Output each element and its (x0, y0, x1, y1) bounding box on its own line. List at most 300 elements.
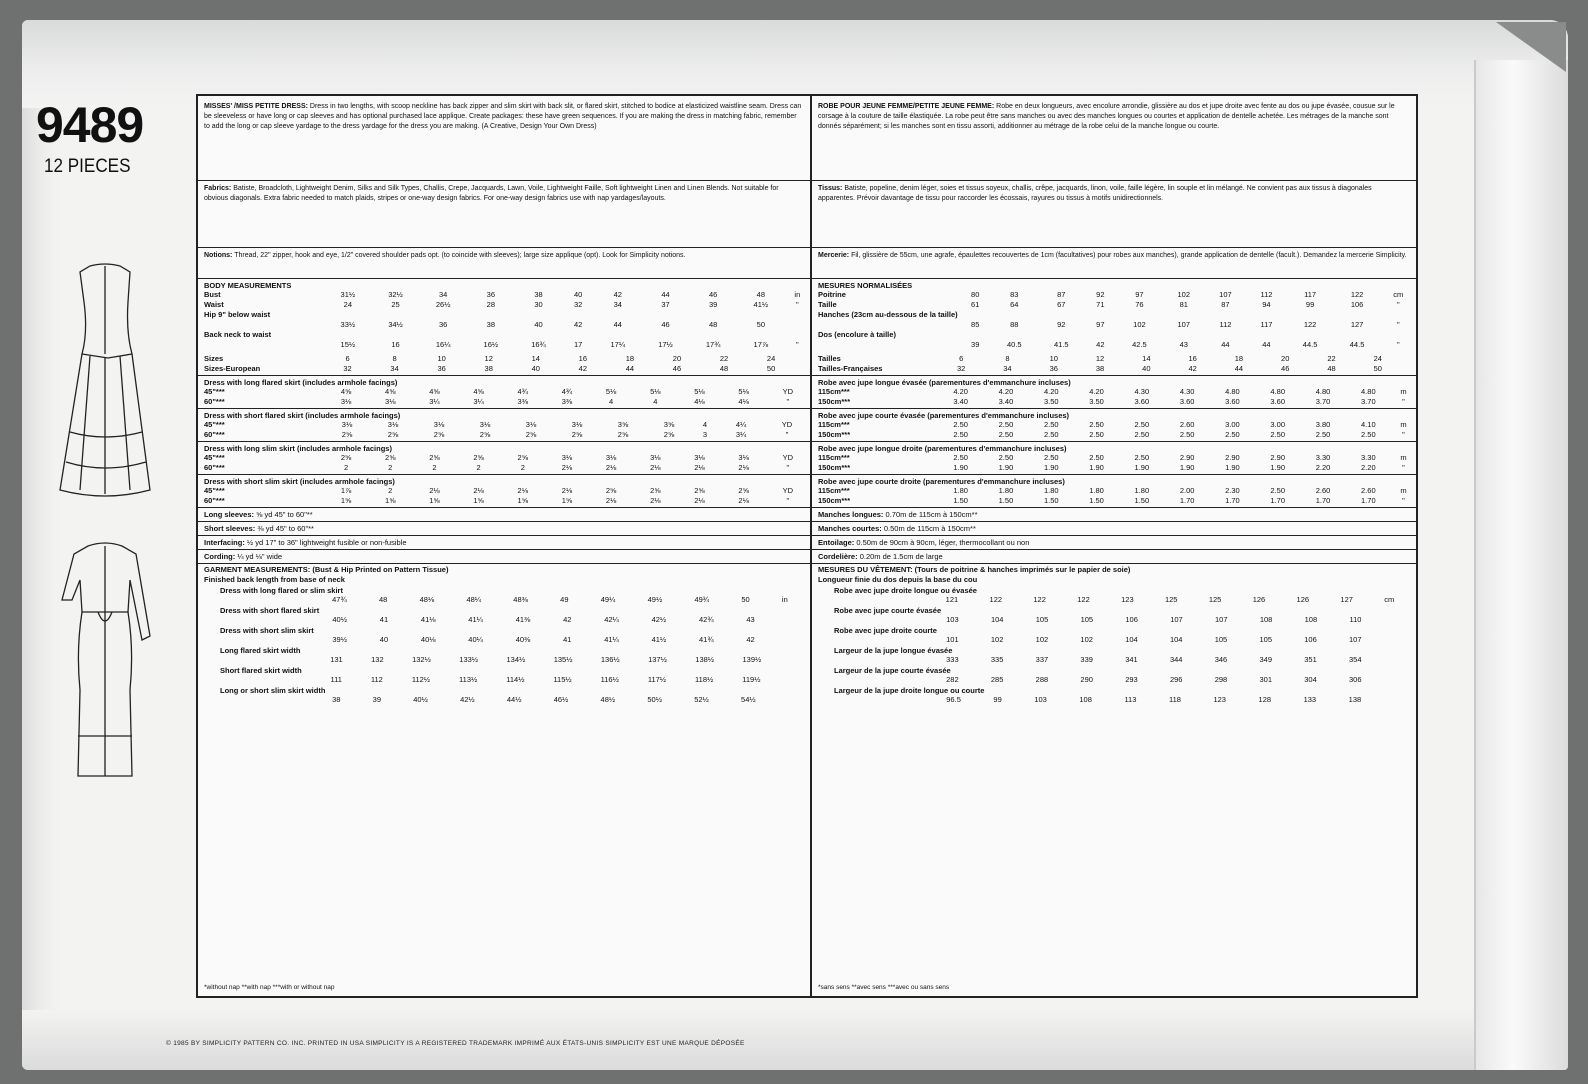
yardage-block (812, 442, 1416, 475)
measurement-value: 48⅛ (419, 595, 435, 604)
table-cell (960, 310, 991, 320)
table-cell: 76 (1135, 300, 1144, 309)
table-cell: 107 (1177, 320, 1190, 329)
pieces-count: 12 PIECES (44, 156, 131, 177)
table-cell: 99 (1305, 300, 1315, 309)
measurement-value: 99 (993, 695, 1002, 704)
measurement-value: 135½ (553, 655, 573, 664)
measurement-value: 43 (746, 615, 755, 624)
table-cell: 2.60 (1179, 420, 1195, 429)
table-cell (594, 330, 642, 340)
table-cell: 3⅛ (571, 420, 583, 429)
table-cell: 30 (534, 300, 543, 309)
table-cell: 2.60 (1315, 486, 1331, 495)
table-cell: " (786, 397, 790, 406)
measurement-value: 48 (378, 595, 388, 604)
table-cell: 97 (1096, 320, 1105, 329)
row-label: 60"*** (204, 430, 225, 439)
measurement-value: 108 (1079, 695, 1092, 704)
table-cell: 85 (971, 320, 980, 329)
table-cell: 1⅝ (517, 496, 528, 505)
table-cell: 1.50 (953, 496, 968, 505)
table-cell: 1.90 (1270, 463, 1286, 472)
table-cell: 50 (756, 320, 765, 329)
table-cell: 2.50 (953, 453, 968, 462)
measurement-value: 41¼ (604, 635, 619, 644)
measurement-label: Largeur de la jupe droite longue ou courte (834, 686, 985, 695)
notion-line (812, 536, 1416, 550)
description-title: MISSES' /MISS PETITE DRESS: (204, 103, 308, 110)
table-cell: 122 (1350, 290, 1364, 299)
description-fr-title: ROBE POUR JEUNE FEMME/PETITE JEUNE FEMME: (818, 103, 995, 110)
table-cell: 10 (437, 354, 446, 363)
measurement-value: 127 (1340, 595, 1353, 604)
measurement-value: in (781, 595, 788, 604)
row-label: Tailles-Françaises (818, 364, 883, 373)
measurement-value: 103 (1034, 695, 1047, 704)
measurement-row (198, 595, 810, 604)
table-cell: 2.50 (1134, 430, 1150, 439)
table-cell: 3⅛ (694, 453, 705, 462)
measurement-value: 301 (1259, 675, 1272, 684)
measurement-value: 282 (946, 675, 959, 684)
measurement-value: 112 (370, 675, 383, 684)
table-cell: 2.60 (1361, 486, 1376, 495)
measurement-value: 304 (1304, 675, 1317, 684)
metrage-blocks (812, 376, 1416, 508)
notion-line (812, 508, 1416, 522)
notion-line-text: ¼ yd ⅛" wide (235, 552, 283, 561)
table-cell: in (794, 290, 801, 299)
table-cell: 2 (520, 463, 525, 472)
table-cell: m (1400, 453, 1407, 462)
measurement-row (812, 595, 1416, 604)
table-cell: 6 (345, 354, 350, 363)
flared-dress-back-sketch (50, 262, 160, 502)
measurement-value: 134½ (506, 655, 526, 664)
table-row (198, 310, 810, 320)
table-cell: 1.80 (1089, 486, 1104, 495)
table-row (812, 330, 1416, 340)
table-cell: 40 (534, 320, 543, 329)
measurement-label: Long or short slim skirt width (220, 686, 326, 695)
tailles-table (812, 354, 1416, 374)
table-cell: 2.50 (1043, 430, 1059, 439)
row-label: 115cm*** (818, 420, 850, 429)
measurement-value: 105 (1259, 635, 1272, 644)
table-cell: 2⅛ (694, 463, 705, 472)
measurement-value: 125 (1164, 595, 1178, 604)
table-cell: 88 (1010, 320, 1019, 329)
table-cell: 4.20 (953, 387, 968, 396)
measurement-value: 46½ (553, 695, 569, 704)
yardage-table (198, 420, 810, 440)
measurement-value: 40⅜ (515, 635, 531, 644)
table-cell (785, 320, 810, 330)
table-cell: " (796, 300, 799, 309)
table-cell: 2⅝ (340, 453, 352, 462)
table-cell: 3⅛ (385, 397, 396, 406)
table-cell: 32 (343, 364, 352, 373)
body-measurements-title: BODY MEASUREMENTS (204, 281, 292, 290)
measurement-value: 115½ (553, 675, 572, 684)
notion-line-label: Interfacing: (204, 538, 245, 547)
table-cell: 2⅛ (561, 463, 573, 472)
table-cell: 2.50 (1134, 453, 1150, 462)
row-label: Hanches (23cm au-dessous de la taille) (818, 310, 958, 319)
measurement-label: Largeur de la jupe courte évasée (834, 666, 951, 675)
measurement-label: Short flared skirt width (220, 666, 302, 675)
folded-corner (1496, 22, 1566, 72)
yardage-table (198, 486, 810, 506)
table-cell: 44 (613, 320, 622, 329)
table-cell: 1⅝ (429, 496, 440, 505)
row-label: 150cm*** (818, 430, 851, 439)
table-cell: 2.50 (953, 430, 968, 439)
table-cell: 2⅝ (694, 486, 705, 495)
measurement-value: 128 (1258, 695, 1272, 704)
notions-text: Thread, 22" zipper, hook and eye, 1/2" covered shoulder pads opt. (to coincide with sleeves); large size applique (opt). Look for Simplicity notions. (234, 252, 686, 259)
table-cell: 44 (1221, 340, 1230, 349)
table-cell: 36 (486, 290, 496, 299)
measurement-value: 41¾ (698, 635, 714, 644)
table-cell: " (1396, 300, 1400, 309)
table-cell: 1.90 (953, 463, 968, 472)
table-cell: 46 (1281, 364, 1290, 373)
table-row (812, 354, 1416, 364)
notion-line-label: Long sleeves: (204, 510, 255, 519)
table-cell: 2⅝ (663, 430, 675, 439)
measurement-value: 138½ (695, 655, 715, 664)
table-cell: 5⅛ (694, 387, 705, 396)
table-cell: 4.20 (1043, 387, 1059, 396)
measurement-value: 339 (1080, 655, 1093, 664)
measurement-value: 126 (1296, 595, 1310, 604)
measurement-value: 139½ (742, 655, 762, 664)
table-cell: 46 (708, 290, 718, 299)
yardage-block-title: Robe avec jupe longue évasée (parementures d'emmanchure incluses) (818, 378, 1071, 387)
measurement-value: 132½ (412, 655, 431, 664)
table-cell: 2⅝ (650, 486, 661, 495)
table-cell: " (1402, 463, 1405, 472)
measurement-value: 337 (1035, 655, 1049, 664)
table-cell: 3.40 (953, 397, 968, 406)
table-cell: 4.80 (1270, 387, 1286, 396)
table-cell: 44 (1234, 364, 1244, 373)
table-cell: 32 (956, 364, 966, 373)
notion-line-text: ⅝ yd 45" to 60"** (254, 510, 313, 519)
table-cell (562, 310, 594, 320)
table-cell: 1⅝ (340, 496, 352, 505)
table-row (198, 320, 810, 330)
measurement-value: 106 (1304, 635, 1317, 644)
notion-line-text: 0.50m de 115cm à 150cm** (881, 524, 976, 533)
measurement-value: 110 (1349, 615, 1362, 624)
measurement-value: 306 (1349, 675, 1362, 684)
yardage-table (198, 387, 810, 407)
table-cell: 20 (1281, 354, 1290, 363)
table-cell: 16 (1188, 354, 1197, 363)
table-cell: 87 (1221, 300, 1230, 309)
measurement-value: 41⅛ (420, 615, 436, 624)
table-cell: 3⅜ (517, 397, 528, 406)
measurement-value: 48⅜ (513, 595, 528, 604)
table-cell (419, 330, 467, 340)
table-cell (1116, 310, 1163, 320)
measurement-value: cm (1384, 595, 1395, 604)
table-cell (795, 364, 810, 374)
table-cell: 2⅝ (479, 430, 491, 439)
table-cell: 2⅝ (385, 453, 396, 462)
table-cell: 1.90 (1225, 463, 1240, 472)
table-cell: 5⅛ (605, 387, 617, 396)
table-cell: 2⅛ (473, 486, 484, 495)
table-cell: 48 (719, 364, 729, 373)
measurement-label: Robe avec jupe courte évasée (834, 606, 942, 615)
measurement-value: 122 (1077, 595, 1090, 604)
table-cell (324, 330, 372, 340)
measurement-row (198, 655, 810, 664)
table-cell: 32 (574, 300, 583, 309)
yardage-block-title: Dress with short slim skirt (includes armhole facings) (204, 477, 395, 486)
measurement-value: 108 (1259, 615, 1273, 624)
table-cell: 46 (661, 320, 670, 329)
table-cell: 3 (702, 430, 708, 439)
table-cell (1038, 330, 1085, 340)
table-cell: 2.50 (998, 453, 1014, 462)
row-label: Bust (204, 290, 221, 299)
table-cell (1246, 330, 1286, 340)
table-cell: 4.80 (1315, 387, 1331, 396)
table-cell: 112 (1260, 290, 1273, 299)
table-cell: 3.40 (998, 397, 1014, 406)
table-cell: cm (1393, 290, 1404, 299)
measurement-value: 49¾ (694, 595, 710, 604)
description (198, 96, 810, 181)
notion-line (198, 508, 810, 522)
notions-title: Notions: (204, 252, 233, 259)
table-cell: 42 (1188, 364, 1197, 373)
table-cell: 1.80 (1043, 486, 1059, 495)
table-cell: 1⅞ (340, 486, 352, 495)
measurement-value: 39½ (332, 635, 347, 644)
table-cell: 2.90 (1225, 453, 1240, 462)
table-cell: 3⅛ (650, 453, 661, 462)
table-cell (1246, 310, 1286, 320)
measurement-value: 101 (946, 635, 959, 644)
row-label: 115cm*** (818, 486, 850, 495)
table-cell: 42 (1096, 340, 1105, 349)
table-cell: 1.50 (1134, 496, 1150, 505)
measurement-value: 285 (990, 675, 1004, 684)
table-cell: 4⅛ (694, 397, 705, 406)
table-cell: 2⅝ (433, 430, 445, 439)
measurement-label: Long flared skirt width (220, 646, 301, 655)
table-cell: 3.70 (1315, 397, 1331, 406)
table-cell: 3⅛ (387, 420, 399, 429)
table-cell: 2⅝ (473, 453, 484, 462)
table-cell: 2.50 (1361, 430, 1376, 439)
table-cell (689, 330, 737, 340)
nap-legend: *without nap **with nap ***with or without nap (204, 984, 335, 991)
measurement-value: 42¾ (698, 615, 714, 624)
notion-line-text: 0.20m de 1.5cm de large (857, 552, 943, 561)
table-cell (1205, 330, 1247, 340)
table-cell: 2⅝ (605, 486, 617, 495)
table-cell: 2.50 (1089, 420, 1104, 429)
table-cell: " (796, 340, 799, 349)
measurement-value: 48½ (600, 695, 616, 704)
table-cell (991, 310, 1038, 320)
measurement-value: 111 (330, 675, 342, 684)
garment-measurements (198, 564, 810, 704)
table-cell: m (1400, 387, 1407, 396)
english-info-panel (196, 94, 812, 998)
measurement-value: 48¼ (466, 595, 482, 604)
yardage-table (812, 420, 1416, 440)
nap-legend-fr: *sans sens **avec sens ***avec ou sans sens (818, 984, 950, 991)
measurement-value: 113 (1124, 695, 1137, 704)
measurement-value: 96.5 (946, 695, 961, 704)
table-cell: 39 (708, 300, 718, 309)
mesures-normalisees (812, 279, 1416, 376)
table-cell: 4.80 (1225, 387, 1240, 396)
table-cell: 2.50 (1270, 486, 1286, 495)
notion-lines (198, 508, 810, 564)
table-cell: 50 (766, 364, 776, 373)
table-cell: 2.50 (1225, 430, 1240, 439)
notion-line-text: 0.50m de 90cm à 90cm, léger, thermocollant ou non (854, 538, 1030, 547)
table-cell: 34 (439, 290, 448, 299)
row-label: 150cm*** (818, 496, 851, 505)
table-cell: 1.80 (953, 486, 968, 495)
measurement-value: 118½ (695, 675, 714, 684)
table-row (198, 397, 810, 407)
table-cell: 38 (484, 364, 493, 373)
table-cell: 12 (1095, 354, 1105, 363)
table-cell: 1.80 (1134, 486, 1150, 495)
table-cell: 34 (390, 364, 399, 373)
table-cell: YD (782, 387, 794, 396)
measurement-value: 344 (1169, 655, 1183, 664)
table-cell: 5⅛ (738, 387, 749, 396)
table-cell: 2⅝ (387, 430, 399, 439)
table-cell: 5⅛ (650, 387, 661, 396)
measurement-value: 137½ (648, 655, 667, 664)
table-cell: 17 (574, 340, 583, 349)
table-cell: YD (782, 453, 794, 462)
table-cell: 3.30 (1361, 453, 1376, 462)
notion-line (812, 550, 1416, 564)
body-measurements-table (198, 290, 810, 350)
table-cell: 2.30 (1225, 486, 1240, 495)
mesures-vetement-subtitle: Longueur finie du dos depuis la base du cou (818, 575, 978, 584)
table-cell (960, 330, 991, 340)
table-cell: " (1396, 340, 1400, 349)
table-cell: 22 (719, 354, 729, 363)
mesures-vetement (812, 564, 1416, 704)
french-info-panel (810, 94, 1418, 998)
table-cell: 2⅝ (525, 430, 537, 439)
table-cell: 28 (486, 300, 496, 309)
measurement-value: 42½ (651, 615, 667, 624)
table-cell: 3.50 (1089, 397, 1104, 406)
table-cell: 2.50 (1089, 430, 1104, 439)
table-cell: 3⅛ (340, 397, 352, 406)
measurement-value: 116½ (600, 675, 619, 684)
table-cell: 24 (343, 300, 352, 309)
table-cell: 1.90 (1043, 463, 1059, 472)
description-fr-text: Robe en deux longueurs, avec encolure arrondie, glissière au dos et jupe droite avec fente au dos ou jupe évasée, cousue sur le corsage à la couture de taille élastiquée. La robe peut être sans manches ou avec des manches longues ou courtes et application de dentelle achetée. Les métrages de la manche sont donnés séparément; si les manches sont en tissu assorti, additionner au métrage de la robe celui de la manche longue ou courte. (818, 103, 1395, 130)
measurement-value: 133 (1303, 695, 1317, 704)
table-cell: 48 (756, 290, 765, 299)
measurement-value: 117½ (647, 675, 667, 684)
table-cell: 2⅛ (561, 486, 573, 495)
notion-line (198, 550, 810, 564)
table-cell: 6 (959, 354, 964, 363)
table-cell (372, 310, 420, 320)
table-row (198, 420, 810, 430)
table-cell: 71 (1096, 300, 1105, 309)
mercerie-title: Mercerie: (818, 252, 850, 259)
table-cell (1401, 354, 1416, 364)
table-cell: m (1400, 486, 1407, 495)
measurement-value: 54½ (741, 695, 756, 704)
table-cell: 34½ (388, 320, 403, 329)
table-row (812, 387, 1416, 397)
measurement-row (812, 615, 1416, 624)
table-cell: 3.60 (1134, 397, 1150, 406)
notion-line-label: Manches courtes: (818, 524, 882, 533)
table-row (812, 364, 1416, 374)
table-cell: 3.00 (1270, 420, 1286, 429)
yardage-block-title: Robe avec jupe longue droite (parementures d'emmanchure incluses) (818, 444, 1067, 453)
measurement-value: 106 (1125, 615, 1138, 624)
table-cell: 2⅛ (738, 496, 749, 505)
table-cell (737, 330, 785, 340)
measurement-label: Dress with short slim skirt (220, 626, 314, 635)
table-cell: 4⅝ (429, 387, 440, 396)
measurement-value: 41 (379, 615, 389, 624)
measurement-value: 40⅛ (420, 635, 436, 644)
table-row (812, 420, 1416, 430)
yardage-block (812, 409, 1416, 442)
notion-line-text: ½ yd 17" to 36" lightweight fusible or non-fusible (244, 538, 407, 547)
yardage-block-title: Dress with long flared skirt (includes armhole facings) (204, 378, 398, 387)
notion-line-text: ⅜ yd 45" to 60"** (255, 524, 314, 533)
table-row (812, 430, 1416, 440)
table-cell: 1⅝ (385, 496, 396, 505)
table-cell: 10 (1049, 354, 1058, 363)
table-cell: 24 (766, 354, 776, 363)
table-cell: 2⅝ (571, 430, 583, 439)
table-cell: 1.70 (1270, 496, 1286, 505)
table-cell (1038, 310, 1085, 320)
table-cell (785, 330, 810, 340)
measurement-value: 41½ (651, 635, 667, 644)
table-cell: 2⅛ (738, 463, 749, 472)
table-cell: 48 (708, 320, 718, 329)
table-cell: 48 (1327, 364, 1336, 373)
table-cell: 44 (625, 364, 635, 373)
table-cell: 2⅛ (650, 496, 661, 505)
row-label: 60"*** (204, 496, 225, 505)
table-cell: 2⅛ (694, 496, 705, 505)
table-cell: 44.5 (1349, 340, 1365, 349)
measurement-value: 138 (1348, 695, 1362, 704)
measurement-value: 126 (1252, 595, 1266, 604)
table-cell: 4⅝ (340, 387, 352, 396)
